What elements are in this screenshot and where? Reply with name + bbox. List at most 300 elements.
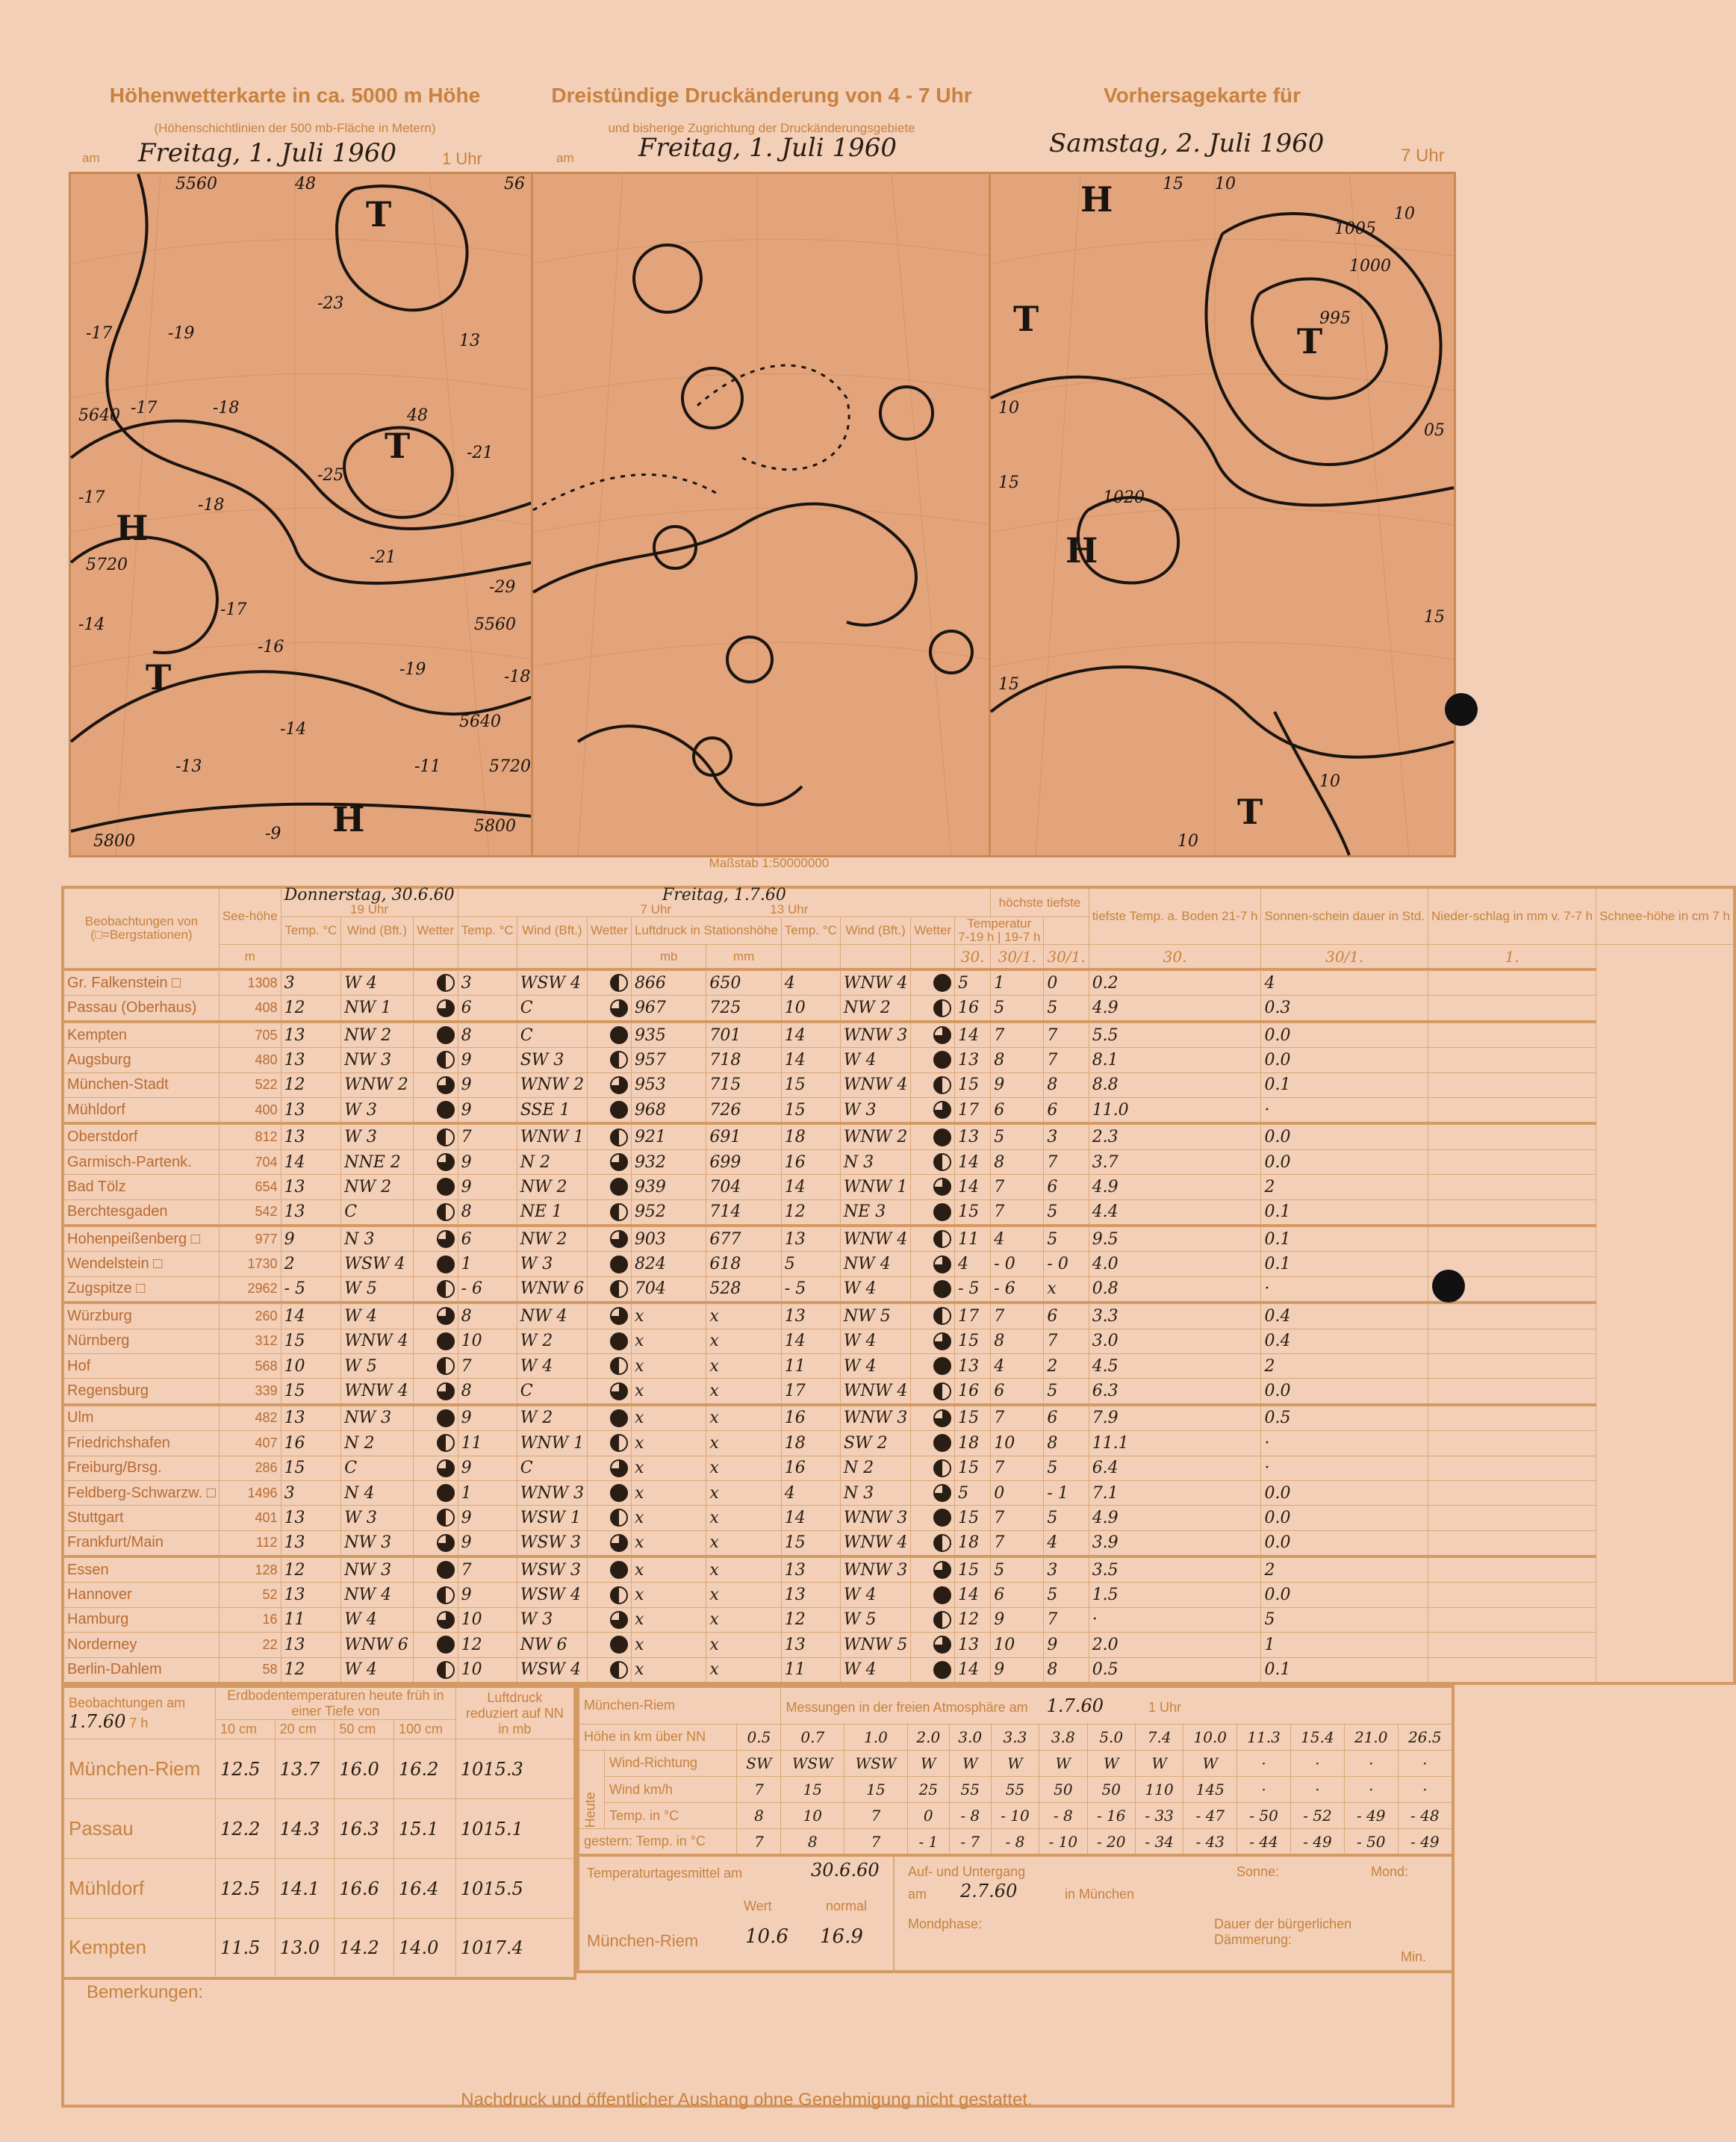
soil-h1: Beobachtungen am: [69, 1695, 186, 1710]
atmo-title: Messungen in der freien Atmosphäre am: [785, 1699, 1028, 1715]
atmo-spds-value: 50: [1087, 1777, 1135, 1803]
obs-value: WSW 4: [341, 1252, 413, 1276]
atmo-gest-value: - 34: [1135, 1829, 1183, 1855]
obs-value: 714: [706, 1199, 781, 1226]
obs-value: x: [706, 1506, 781, 1530]
obs-value: 5: [1044, 1199, 1089, 1226]
weather-symbol-icon: [588, 1530, 632, 1556]
map1-label: -11: [414, 757, 441, 776]
svg-text:T: T: [1013, 299, 1039, 339]
obs-row: [63, 1353, 1735, 1378]
remarks-box: [61, 1973, 1455, 2108]
obs-value: WSW 3: [517, 1530, 587, 1556]
atmo-spds-value: 7: [737, 1777, 781, 1803]
map-pressure-change: [531, 172, 992, 857]
obs-value: 10: [281, 1353, 341, 1378]
station-name: Hof: [63, 1353, 219, 1378]
obs-value: 939: [631, 1175, 706, 1199]
obs-value: NW 4: [517, 1303, 587, 1329]
obs-value: 10: [781, 996, 840, 1022]
map3-time: 7 Uhr: [1401, 146, 1445, 166]
obs-value: W 4: [840, 1353, 910, 1378]
obs-value: 0: [1044, 969, 1089, 996]
soil-temp: 14.2: [335, 1919, 394, 1978]
obs-value: [1428, 1506, 1596, 1530]
col-wind2: Wind (Bft.): [517, 917, 587, 945]
obs-value: 14: [955, 1149, 991, 1174]
auf-am: am: [908, 1887, 927, 1902]
obs-row: [63, 1456, 1735, 1480]
weather-symbol-icon: [911, 1607, 955, 1632]
weather-symbol-icon: [911, 1329, 955, 1353]
atmo-levels-value: 5.0: [1087, 1724, 1135, 1750]
obs-value: 9: [458, 1072, 517, 1097]
atmo-dirs-value: ·: [1237, 1750, 1291, 1776]
station-name: Berlin-Dahlem: [63, 1657, 219, 1683]
weather-symbol-icon: [911, 1379, 955, 1405]
map1-label: -23: [317, 294, 344, 313]
station-name: Feldberg-Schwarzw. □: [63, 1480, 219, 1505]
obs-value: 13: [955, 1353, 991, 1378]
station-name: Freiburg/Brsg.: [63, 1456, 219, 1480]
obs-value: W 4: [517, 1353, 587, 1378]
obs-value: 13: [281, 1633, 341, 1657]
atmo-gest-value: - 44: [1237, 1829, 1291, 1855]
obs-value: 957: [631, 1048, 706, 1072]
weather-circle-icon: [437, 1636, 455, 1654]
obs-value: 401: [219, 1506, 281, 1530]
weather-circle-icon: [610, 1332, 628, 1350]
weather-circle-icon: [610, 1409, 628, 1427]
obs-value: 14: [781, 1048, 840, 1072]
obs-value: NW 2: [341, 1022, 413, 1048]
obs-value: WNW 4: [840, 1379, 910, 1405]
obs-value: W 3: [840, 1097, 910, 1123]
obs-value: 9: [458, 1048, 517, 1072]
map1-label: 56: [504, 175, 525, 193]
obs-value: 3.7: [1089, 1149, 1261, 1174]
obs-value: W 4: [341, 1657, 413, 1683]
col-temp3: Temp. °C: [781, 917, 840, 945]
tm-wert: 10.6: [745, 1925, 788, 1948]
weather-circle-icon: [610, 1101, 628, 1119]
obs-value: NW 4: [341, 1583, 413, 1607]
weather-symbol-icon: [413, 1199, 458, 1226]
obs-value: 10: [991, 1633, 1044, 1657]
obs-value: 618: [706, 1252, 781, 1276]
d-lo: 30/1.: [991, 945, 1044, 970]
atmo-spds-value: 110: [1135, 1777, 1183, 1803]
obs-value: 2: [1261, 1353, 1428, 1378]
atmo-gest-value: 7: [844, 1829, 908, 1855]
obs-value: ·: [1261, 1456, 1428, 1480]
weather-circle-icon: [610, 1255, 628, 1273]
atmo-hoehe-label: Höhe in km über NN: [578, 1724, 737, 1750]
station-name: Würzburg: [63, 1303, 219, 1329]
weather-symbol-icon: [588, 1431, 632, 1456]
obs-value: 1: [1261, 1633, 1428, 1657]
obs-value: WNW 3: [840, 1022, 910, 1048]
soil-temp: 14.3: [275, 1799, 335, 1859]
obs-value: 0.0: [1261, 1048, 1428, 1072]
obs-value: 7: [1044, 1329, 1089, 1353]
weather-symbol-icon: [413, 1556, 458, 1583]
map1-label: 5800: [93, 832, 135, 851]
obs-value: x: [706, 1405, 781, 1431]
obs-value: 704: [631, 1276, 706, 1303]
obs-value: 14: [955, 1583, 991, 1607]
obs-value: 6: [991, 1379, 1044, 1405]
weather-circle-icon: [610, 1661, 628, 1679]
atmo-spds-value: 55: [991, 1777, 1039, 1803]
obs-value: 10: [991, 1431, 1044, 1456]
obs-value: 7.1: [1089, 1480, 1261, 1505]
weather-symbol-icon: [588, 1252, 632, 1276]
obs-value: 13: [781, 1303, 840, 1329]
obs-value: x: [631, 1556, 706, 1583]
obs-value: C: [517, 996, 587, 1022]
obs-value: WSW 4: [517, 1657, 587, 1683]
atmo-dirs-value: WSW: [844, 1750, 908, 1776]
obs-value: WNW 1: [840, 1175, 910, 1199]
map1-am: am: [82, 151, 100, 165]
obs-value: [1428, 1633, 1596, 1657]
obs-value: 12: [281, 1072, 341, 1097]
atmo-date: 1.7.60: [1046, 1695, 1104, 1716]
obs-row: [63, 1607, 1735, 1632]
obs-value: 0: [991, 1480, 1044, 1505]
obs-value: C: [341, 1199, 413, 1226]
obs-value: 718: [706, 1048, 781, 1072]
obs-value: 407: [219, 1431, 281, 1456]
obs-value: 9: [458, 1506, 517, 1530]
obs-value: x: [631, 1657, 706, 1683]
obs-row: [63, 1379, 1735, 1405]
obs-value: 15: [281, 1329, 341, 1353]
obs-value: 128: [219, 1556, 281, 1583]
obs-value: W 5: [341, 1353, 413, 1378]
obs-value: 6: [1044, 1303, 1089, 1329]
map1-label: -18: [213, 399, 240, 417]
obs-value: WNW 4: [341, 1329, 413, 1353]
obs-value: W 4: [341, 1607, 413, 1632]
station-name: Ulm: [63, 1405, 219, 1431]
obs-value: 16: [781, 1149, 840, 1174]
obs-value: NE 3: [840, 1199, 910, 1226]
obs-value: ·: [1261, 1097, 1428, 1123]
atmo-temps-value: - 47: [1183, 1803, 1237, 1829]
map1-date: Freitag, 1. Juli 1960: [138, 138, 397, 168]
obs-value: NW 6: [517, 1633, 587, 1657]
atmo-gest-value: - 50: [1344, 1829, 1398, 1855]
obs-value: 10: [458, 1607, 517, 1632]
soil-temp: 16.0: [335, 1739, 394, 1799]
atmo-dirs-value: W: [1135, 1750, 1183, 1776]
obs-value: - 5: [955, 1276, 991, 1303]
obs-value: 13: [281, 1405, 341, 1431]
weather-symbol-icon: [911, 1303, 955, 1329]
soil-date: 1.7.60: [69, 1710, 126, 1732]
obs-value: 5: [1044, 996, 1089, 1022]
obs-value: 726: [706, 1097, 781, 1123]
obs-value: 715: [706, 1072, 781, 1097]
map1-label: -18: [198, 496, 225, 515]
obs-value: 16: [955, 1379, 991, 1405]
obs-value: W 2: [517, 1329, 587, 1353]
obs-value: 650: [706, 969, 781, 996]
weather-circle-icon: [933, 1101, 951, 1119]
obs-value: ·: [1261, 1276, 1428, 1303]
obs-value: 3: [458, 969, 517, 996]
station-name: Regensburg: [63, 1379, 219, 1405]
soil-temp: 16.2: [394, 1739, 456, 1799]
obs-value: 13: [281, 1199, 341, 1226]
obs-value: 9: [1044, 1633, 1089, 1657]
obs-value: 4: [991, 1353, 1044, 1378]
obs-row: [63, 1276, 1735, 1303]
map1-label: -29: [489, 578, 516, 597]
weather-symbol-icon: [588, 1353, 632, 1378]
obs-value: 17: [781, 1379, 840, 1405]
obs-value: W 4: [840, 1583, 910, 1607]
obs-value: 9: [458, 1097, 517, 1123]
station-name: Norderney: [63, 1633, 219, 1657]
obs-value: 6: [458, 1226, 517, 1252]
obs-value: 3.0: [1089, 1329, 1261, 1353]
weather-symbol-icon: [911, 1097, 955, 1123]
atmo-gest-value: - 1: [907, 1829, 949, 1855]
obs-value: 522: [219, 1072, 281, 1097]
soil-pressure: 1015.1: [455, 1799, 575, 1859]
map3-label: 1000: [1349, 257, 1391, 276]
weather-symbol-icon: [588, 1226, 632, 1252]
weather-circle-icon: [933, 1534, 951, 1552]
obs-row: [63, 1329, 1735, 1353]
obs-value: 5: [991, 996, 1044, 1022]
map1-time: 1 Uhr: [442, 149, 482, 168]
map1-label: 48: [295, 175, 316, 193]
atmo-table: [576, 1685, 1455, 1857]
atmo-levels-value: 26.5: [1398, 1724, 1453, 1750]
col-hoechste: höchste tiefste: [991, 887, 1089, 917]
obs-value: 15: [955, 1329, 991, 1353]
obs-row: [63, 1431, 1735, 1456]
soil-station: Kempten: [63, 1919, 216, 1978]
weather-symbol-icon: [413, 1657, 458, 1683]
obs-value: 12: [458, 1633, 517, 1657]
obs-value: WNW 6: [517, 1276, 587, 1303]
punch-hole-lower: [1432, 1270, 1465, 1303]
obs-value: 13: [281, 1583, 341, 1607]
soil-temp: 14.1: [275, 1859, 335, 1919]
depth-20: 20 cm: [275, 1720, 335, 1739]
obs-value: WNW 3: [517, 1480, 587, 1505]
map1-label: -19: [168, 324, 195, 343]
obs-value: WSW 4: [517, 1583, 587, 1607]
obs-value: 6: [991, 1097, 1044, 1123]
soil-station: München-Riem: [63, 1739, 216, 1799]
weather-circle-icon: [610, 1636, 628, 1654]
map1-label: 5560: [175, 175, 217, 193]
obs-value: 13: [955, 1633, 991, 1657]
map1-label: -25: [317, 466, 344, 485]
soil-temp: 12.5: [216, 1859, 276, 1919]
weather-symbol-icon: [588, 1048, 632, 1072]
svg-text:T: T: [366, 194, 392, 235]
obs-value: 15: [955, 1405, 991, 1431]
atmo-temps-value: - 8: [949, 1803, 991, 1829]
station-name: Nürnberg: [63, 1329, 219, 1353]
obs-value: 7: [991, 1199, 1044, 1226]
atmo-temps-value: - 48: [1398, 1803, 1453, 1829]
obs-value: 967: [631, 996, 706, 1022]
weather-symbol-icon: [413, 1480, 458, 1505]
map3-label: 1020: [1103, 488, 1145, 507]
obs-value: 9: [458, 1175, 517, 1199]
weather-symbol-icon: [911, 1022, 955, 1048]
weather-symbol-icon: [588, 1405, 632, 1431]
obs-value: W 3: [517, 1607, 587, 1632]
weather-circle-icon: [610, 1611, 628, 1629]
sonne-label: Sonne:: [1236, 1864, 1280, 1879]
weather-symbol-icon: [911, 969, 955, 996]
obs-value: 8: [991, 1149, 1044, 1174]
weather-circle-icon: [933, 1051, 951, 1069]
obs-value: 11: [955, 1226, 991, 1252]
obs-value: 677: [706, 1226, 781, 1252]
obs-value: x: [631, 1379, 706, 1405]
weather-symbol-icon: [413, 1226, 458, 1252]
atmo-gest-value: - 10: [1039, 1829, 1087, 1855]
atmo-dirs-value: SW: [737, 1750, 781, 1776]
obs-value: 935: [631, 1022, 706, 1048]
obs-value: 13: [781, 1583, 840, 1607]
obs-value: 5: [1044, 1226, 1089, 1252]
map1-label: -13: [175, 757, 202, 776]
obs-value: NW 3: [341, 1048, 413, 1072]
obs-value: 0.2: [1089, 969, 1261, 996]
weather-circle-icon: [437, 1153, 455, 1171]
map1-label: 5800: [474, 817, 516, 836]
obs-value: [1428, 1405, 1596, 1431]
obs-value: 0.1: [1261, 1072, 1428, 1097]
obs-value: [1428, 1329, 1596, 1353]
weather-circle-icon: [610, 1178, 628, 1196]
weather-symbol-icon: [588, 1097, 632, 1123]
weather-circle-icon: [933, 1203, 951, 1221]
obs-value: 8: [458, 1303, 517, 1329]
soil-temp: 14.0: [394, 1919, 456, 1978]
obs-value: 8.8: [1089, 1072, 1261, 1097]
obs-value: 15: [281, 1379, 341, 1405]
obs-value: [1428, 1456, 1596, 1480]
station-name: Hannover: [63, 1583, 219, 1607]
obs-value: 16: [955, 996, 991, 1022]
weather-circle-icon: [437, 1459, 455, 1477]
obs-value: x: [706, 1456, 781, 1480]
atmo-levels-value: 3.8: [1039, 1724, 1087, 1750]
obs-value: 2: [1261, 1175, 1428, 1199]
obs-value: NW 2: [341, 1175, 413, 1199]
obs-value: 15: [781, 1530, 840, 1556]
weather-circle-icon: [437, 1178, 455, 1196]
obs-value: x: [706, 1303, 781, 1329]
weather-circle-icon: [933, 1509, 951, 1527]
obs-value: NNE 2: [341, 1149, 413, 1174]
atmo-temps-value: - 16: [1087, 1803, 1135, 1829]
soil-row: [63, 1919, 575, 1978]
weather-symbol-icon: [588, 1022, 632, 1048]
col-range: 7-19 h | 19-7 h: [958, 930, 1041, 944]
d-so: 30.: [1089, 945, 1261, 970]
obs-value: W 2: [517, 1405, 587, 1431]
station-name: Stuttgart: [63, 1506, 219, 1530]
obs-value: [1428, 1097, 1596, 1123]
obs-value: 12: [955, 1607, 991, 1632]
obs-value: NW 2: [517, 1226, 587, 1252]
weather-symbol-icon: [413, 1431, 458, 1456]
obs-value: 1496: [219, 1480, 281, 1505]
obs-value: 812: [219, 1123, 281, 1149]
obs-value: SW 2: [840, 1431, 910, 1456]
obs-value: x: [706, 1431, 781, 1456]
weather-circle-icon: [610, 1153, 628, 1171]
col-wind3: Wind (Bft.): [840, 917, 910, 945]
obs-row: [63, 1506, 1735, 1530]
atmo-gest-value: - 43: [1183, 1829, 1237, 1855]
station-name: Gr. Falkenstein □: [63, 969, 219, 996]
weather-symbol-icon: [911, 1405, 955, 1431]
atmo-temps-value: - 10: [991, 1803, 1039, 1829]
obs-value: 13: [281, 1506, 341, 1530]
atmo-levels-value: 2.0: [907, 1724, 949, 1750]
obs-value: 0.0: [1261, 1022, 1428, 1048]
weather-circle-icon: [437, 1661, 455, 1679]
obs-value: 12: [281, 1556, 341, 1583]
obs-value: x: [706, 1480, 781, 1505]
obs-value: N 2: [840, 1456, 910, 1480]
atmo-temps-value: 10: [781, 1803, 844, 1829]
weather-circle-icon: [610, 1509, 628, 1527]
atmo-levels-value: 0.5: [737, 1724, 781, 1750]
depth-10: 10 cm: [216, 1720, 276, 1739]
weather-circle-icon: [610, 1307, 628, 1325]
obs-value: 9: [458, 1405, 517, 1431]
weather-circle-icon: [933, 1357, 951, 1375]
soil-h2: Erdbodentemperaturen heute früh in einer Tiefe von: [216, 1686, 456, 1720]
weather-circle-icon: [610, 1076, 628, 1094]
tm-date: 30.6.60: [811, 1860, 880, 1881]
map1-label: -18: [504, 668, 531, 686]
obs-row: [63, 1480, 1735, 1505]
obs-value: 7: [458, 1123, 517, 1149]
weather-symbol-icon: [413, 1097, 458, 1123]
weather-symbol-icon: [911, 1175, 955, 1199]
map3-label: 15: [998, 675, 1019, 694]
obs-value: x: [631, 1329, 706, 1353]
obs-value: 5.5: [1089, 1022, 1261, 1048]
atmo-levels-value: 0.7: [781, 1724, 844, 1750]
weather-circle-icon: [610, 1434, 628, 1452]
weather-circle-icon: [610, 1586, 628, 1604]
weather-symbol-icon: [588, 1072, 632, 1097]
forecast-chart: [991, 174, 1454, 855]
obs-value: W 5: [840, 1607, 910, 1632]
obs-value: x: [631, 1633, 706, 1657]
obs-value: 7: [991, 1456, 1044, 1480]
weather-symbol-icon: [588, 996, 632, 1022]
obs-value: 18: [781, 1123, 840, 1149]
